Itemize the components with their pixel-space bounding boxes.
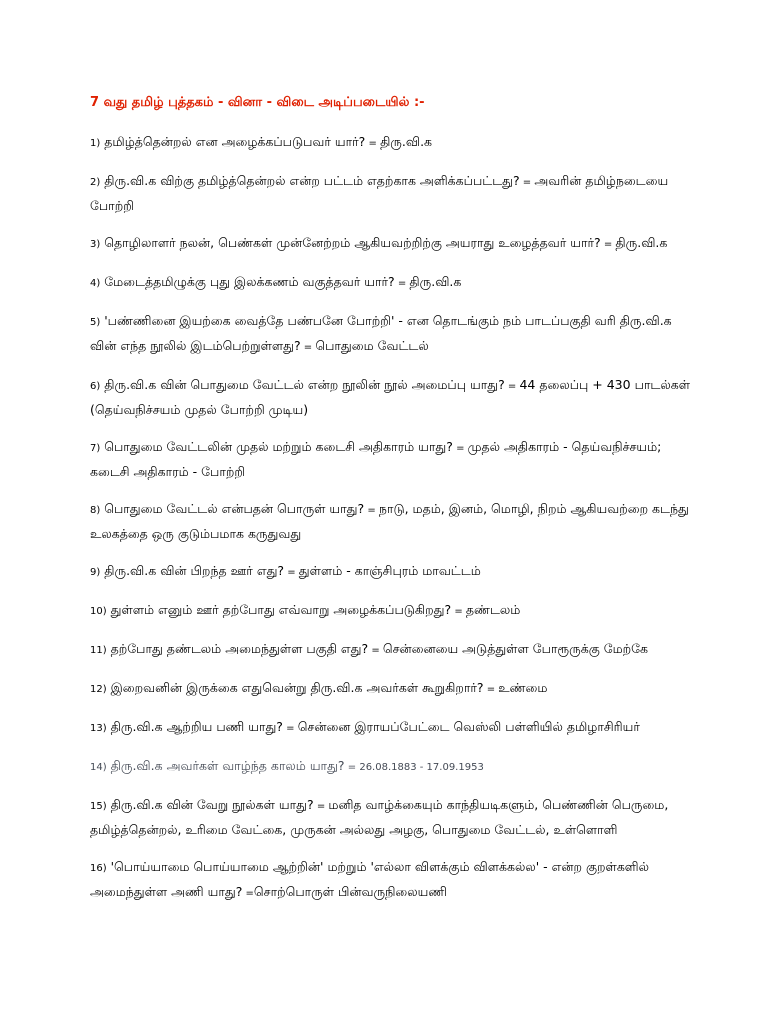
qa-answer: 26.08.1883 - 17.09.1953: [359, 762, 484, 773]
document-title: 7 வது தமிழ் புத்தகம் - வினா - விடை அடிப்படையில் :-: [90, 95, 425, 110]
qa-question: திரு.வி.க ஆற்றிய பணி யாது?: [110, 719, 283, 734]
qa-separator: =: [282, 723, 298, 734]
qa-answer: துள்ளம் - காஞ்சிபுரம் மாவட்டம்: [298, 563, 481, 578]
qa-item-15: [90, 793, 690, 841]
qa-number: 1): [90, 138, 101, 149]
qa-answer: திரு.வி.க: [409, 274, 462, 289]
qa-question: திரு.வி.க விற்கு தமிழ்த்தென்றல் என்ற பட்டம் எதற்காக அளிக்கப்பட்டது?: [104, 173, 520, 188]
qa-answer: பொதுமை வேட்டல்: [315, 338, 429, 353]
qa-question: தமிழ்த்தென்றல் என அழைக்கப்படுபவர் யார்?: [104, 134, 366, 149]
qa-number: 6): [90, 381, 101, 392]
qa-item-10: [90, 598, 690, 623]
qa-separator: =: [600, 239, 616, 250]
qa-number: 16): [90, 863, 107, 874]
qa-number: 11): [90, 645, 107, 656]
qa-separator: =: [364, 505, 379, 516]
qa-question: திரு.வி.க வின் வேறு நூல்கள் யாது?: [110, 797, 314, 812]
qa-question: மேடைத்தமிழுக்கு புது இலக்கணம் வகுத்தவர் யார்?: [104, 274, 395, 289]
qa-separator: =: [313, 801, 329, 812]
qa-answer: 44 தலைப்பு + 430 பாடல்கள் (தெய்வநிச்சயம் முதல் போற்றி முடிய): [90, 377, 690, 417]
qa-question: தற்போது தண்டலம் அமைந்துள்ள பகுதி எது?: [110, 641, 369, 656]
qa-number: 4): [90, 278, 101, 289]
qa-answer: உண்மை: [498, 680, 548, 695]
qa-item-9: [90, 559, 690, 584]
qa-item-8: [90, 497, 690, 545]
qa-question: திரு.வி.க வின் பொதுமை வேட்டல் என்ற நூலின் நூல் அமைப்பு யாது?: [104, 377, 505, 392]
qa-item-12: [90, 676, 690, 701]
qa-separator: =: [242, 888, 254, 899]
qa-number: 9): [90, 567, 101, 578]
qa-answer: திரு.வி.க: [615, 235, 668, 250]
qa-number: 8): [90, 505, 101, 516]
qa-item-2: [90, 169, 690, 217]
qa-number: 3): [90, 239, 101, 250]
qa-item-3: [90, 231, 690, 256]
qa-item-16: [90, 855, 690, 905]
qa-item-6: [90, 373, 690, 421]
qa-number: 7): [90, 443, 101, 454]
qa-separator: =: [452, 443, 468, 454]
qa-answer: அவரின் தமிழ்நடையை போற்றி: [90, 173, 669, 213]
qa-number: 14): [90, 762, 107, 773]
qa-number: 10): [90, 606, 107, 617]
qa-separator: =: [368, 645, 383, 656]
qa-number: 13): [90, 723, 107, 734]
qa-question: திரு.வி.க வின் பிறந்த ஊர் எது?: [104, 563, 285, 578]
qa-answer: சென்னை இராயப்பேட்டை வெஸ்லி பள்ளியில் தமிழாசிரியர்: [297, 719, 640, 734]
qa-answer: சென்னையை அடுத்துள்ள போரூருக்கு மேற்கே: [382, 641, 649, 656]
qa-answer: சொற்பொருள் பின்வருநிலையணி: [253, 884, 447, 899]
qa-separator: =: [300, 342, 316, 353]
qa-item-14: [90, 754, 690, 779]
qa-separator: =: [504, 381, 520, 392]
qa-question: இறைவனின் இருக்கை எதுவென்று திரு.வி.க அவர்கள் கூறுகிறார்?: [110, 680, 484, 695]
qa-question: பொதுமை வேட்டல் என்பதன் பொருள் யாது?: [104, 501, 365, 516]
qa-separator: =: [284, 567, 299, 578]
document-page: [90, 93, 690, 919]
qa-question: 'பண்ணினை இயற்கை வைத்தே பண்பனே போற்றி' - என தொடங்கும் நம் பாடப்பகுதி வரி திரு.வி.க வின் எந்த நூலில் இடம்பெற்றுள்ளது?: [90, 313, 672, 353]
qa-number: 15): [90, 801, 107, 812]
qa-item-5: [90, 309, 690, 359]
qa-separator: =: [483, 684, 499, 695]
qa-separator: =: [394, 278, 410, 289]
qa-number: 5): [90, 317, 101, 328]
qa-question: 'பொய்யாமை பொய்யாமை ஆற்றின்' மற்றும் 'எல்லா விளக்கும் விளக்கல்ல' - என்ற குறள்களில் அமைந்துள்ள அணி யாது?: [90, 859, 650, 899]
qa-separator: =: [365, 138, 381, 149]
qa-answer: முதல் அதிகாரம் - தெய்வநிச்சயம்; கடைசி அதிகாரம் - போற்றி: [90, 439, 662, 479]
qa-separator: =: [344, 762, 360, 773]
qa-item-13: [90, 715, 690, 740]
qa-number: 12): [90, 684, 107, 695]
qa-question: திரு.வி.க அவர்கள் வாழ்ந்த காலம் யாது?: [110, 758, 345, 773]
qa-separator: =: [451, 606, 466, 617]
qa-item-1: [90, 130, 690, 155]
qa-separator: =: [519, 177, 535, 188]
qa-item-11: [90, 637, 690, 662]
qa-question: தொழிலாளர் நலன், பெண்கள் முன்னேற்றம் ஆகியவற்றிற்கு அயராது உழைத்தவர் யார்?: [104, 235, 601, 250]
qa-question: பொதுமை வேட்டலின் முதல் மற்றும் கடைசி அதிகாரம் யாது?: [104, 439, 453, 454]
qa-number: 2): [90, 177, 101, 188]
qa-answer: மனித வாழ்க்கையும் காந்தியடிகளும், பெண்ணின் பெருமை, தமிழ்த்தென்றல், உரிமை வேட்கை, முருகன் அல்லது அழகு, பொதுமை வேட்டல், உள்ளொளி: [90, 797, 669, 837]
qa-answer: திரு.வி.க: [380, 134, 433, 149]
qa-question: துள்ளம் எனும் ஊர் தற்போது எவ்வாறு அழைக்கப்படுகிறது?: [110, 602, 452, 617]
qa-item-4: [90, 270, 690, 295]
qa-item-7: [90, 435, 690, 483]
qa-answer: நாடு, மதம், இனம், மொழி, நிறம் ஆகியவற்றை கடந்து உலகத்தை ஒரு குடும்பமாக கருதுவது: [90, 501, 689, 541]
qa-answer: தண்டலம்: [465, 602, 521, 617]
